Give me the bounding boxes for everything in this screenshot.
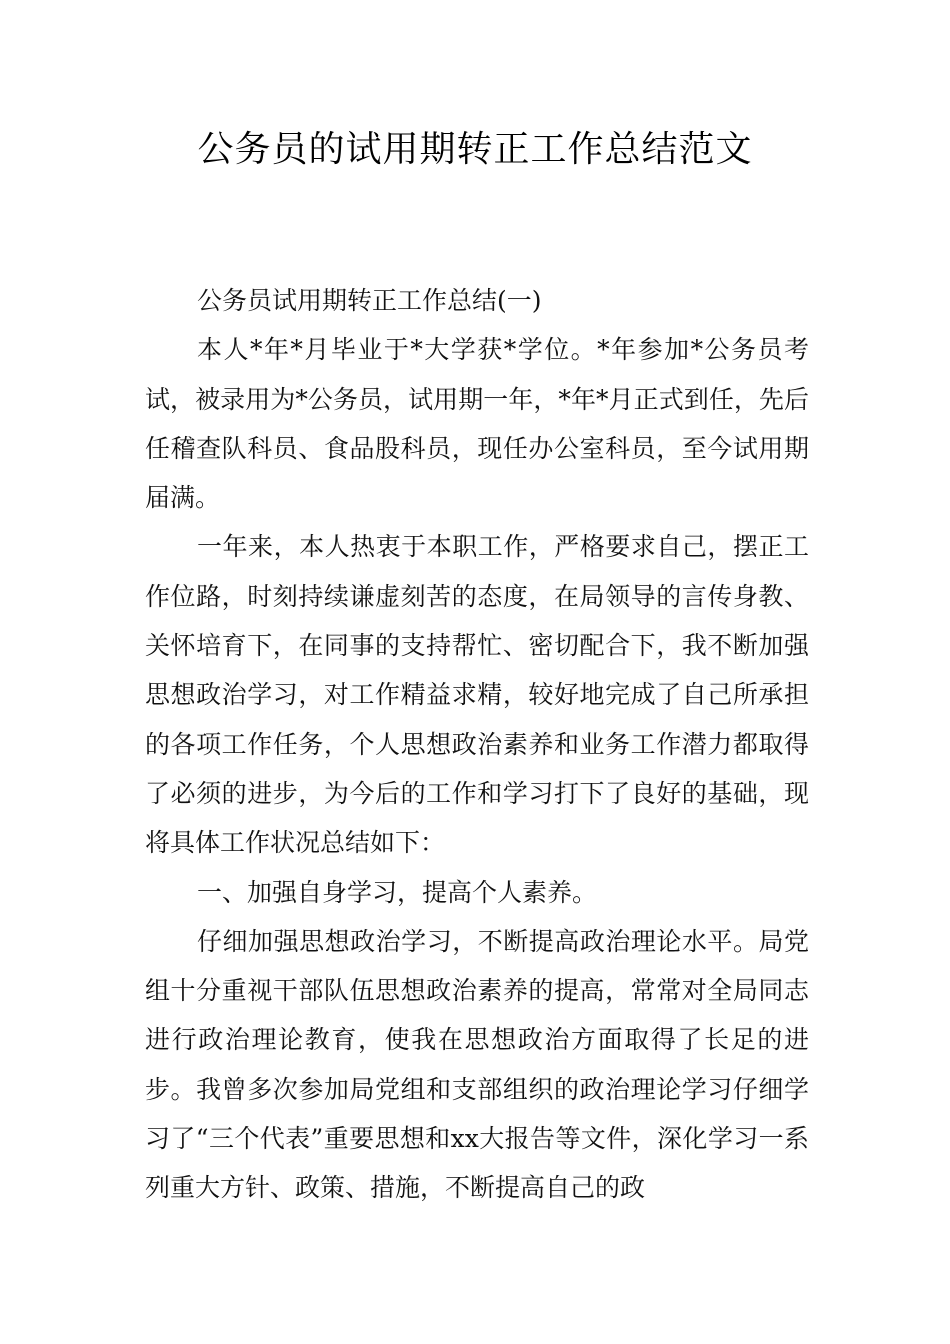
section-heading: 公务员试用期转正工作总结(一): [197, 286, 542, 315]
document-title: 公务员的试用期转正工作总结范文: [197, 129, 753, 170]
section-heading: 一、加强自身学习，提高个人素养。: [197, 877, 598, 907]
paragraph: 一年来，本人热衷于本职工作，严格要求自己，摆正工作位路，时刻持续谦虚刻苦的态度，在局领导的言传身教、关怀培育下，在同事的支持帮忙、密切配合下，我不断加强思想政治学习，对工作精益求精，较好地完成了自己所承担的各项工作任务，个人思想政治素养和业务工作潜力都取得了必须的进步，为今后的工作和学习打下了良好的基础，现将具体工作状况总结如下：: [145, 532, 809, 858]
document-body: [145, 276, 809, 1213]
paragraph: 仔细加强思想政治学习，不断提高政治理论水平。局党组十分重视干部队伍思想政治素养的提高，常常对全局同志进行政治理论教育，使我在思想政治方面取得了长足的进步。我曾多次参加局党组和支部组织的政治理论学习仔细学习了“三个代表”重要思想和xx大报告等文件，深化学习一系列重大方针、政策、措施，不断提高自己的政: [145, 926, 809, 1203]
paragraph: 本人*年*月毕业于*大学获*学位。*年参加*公务员考试，被录用为*公务员，试用期一年，*年*月正式到任，先后任稽查队科员、食品股科员，现任办公室科员，至今试用期届满。: [145, 335, 809, 513]
